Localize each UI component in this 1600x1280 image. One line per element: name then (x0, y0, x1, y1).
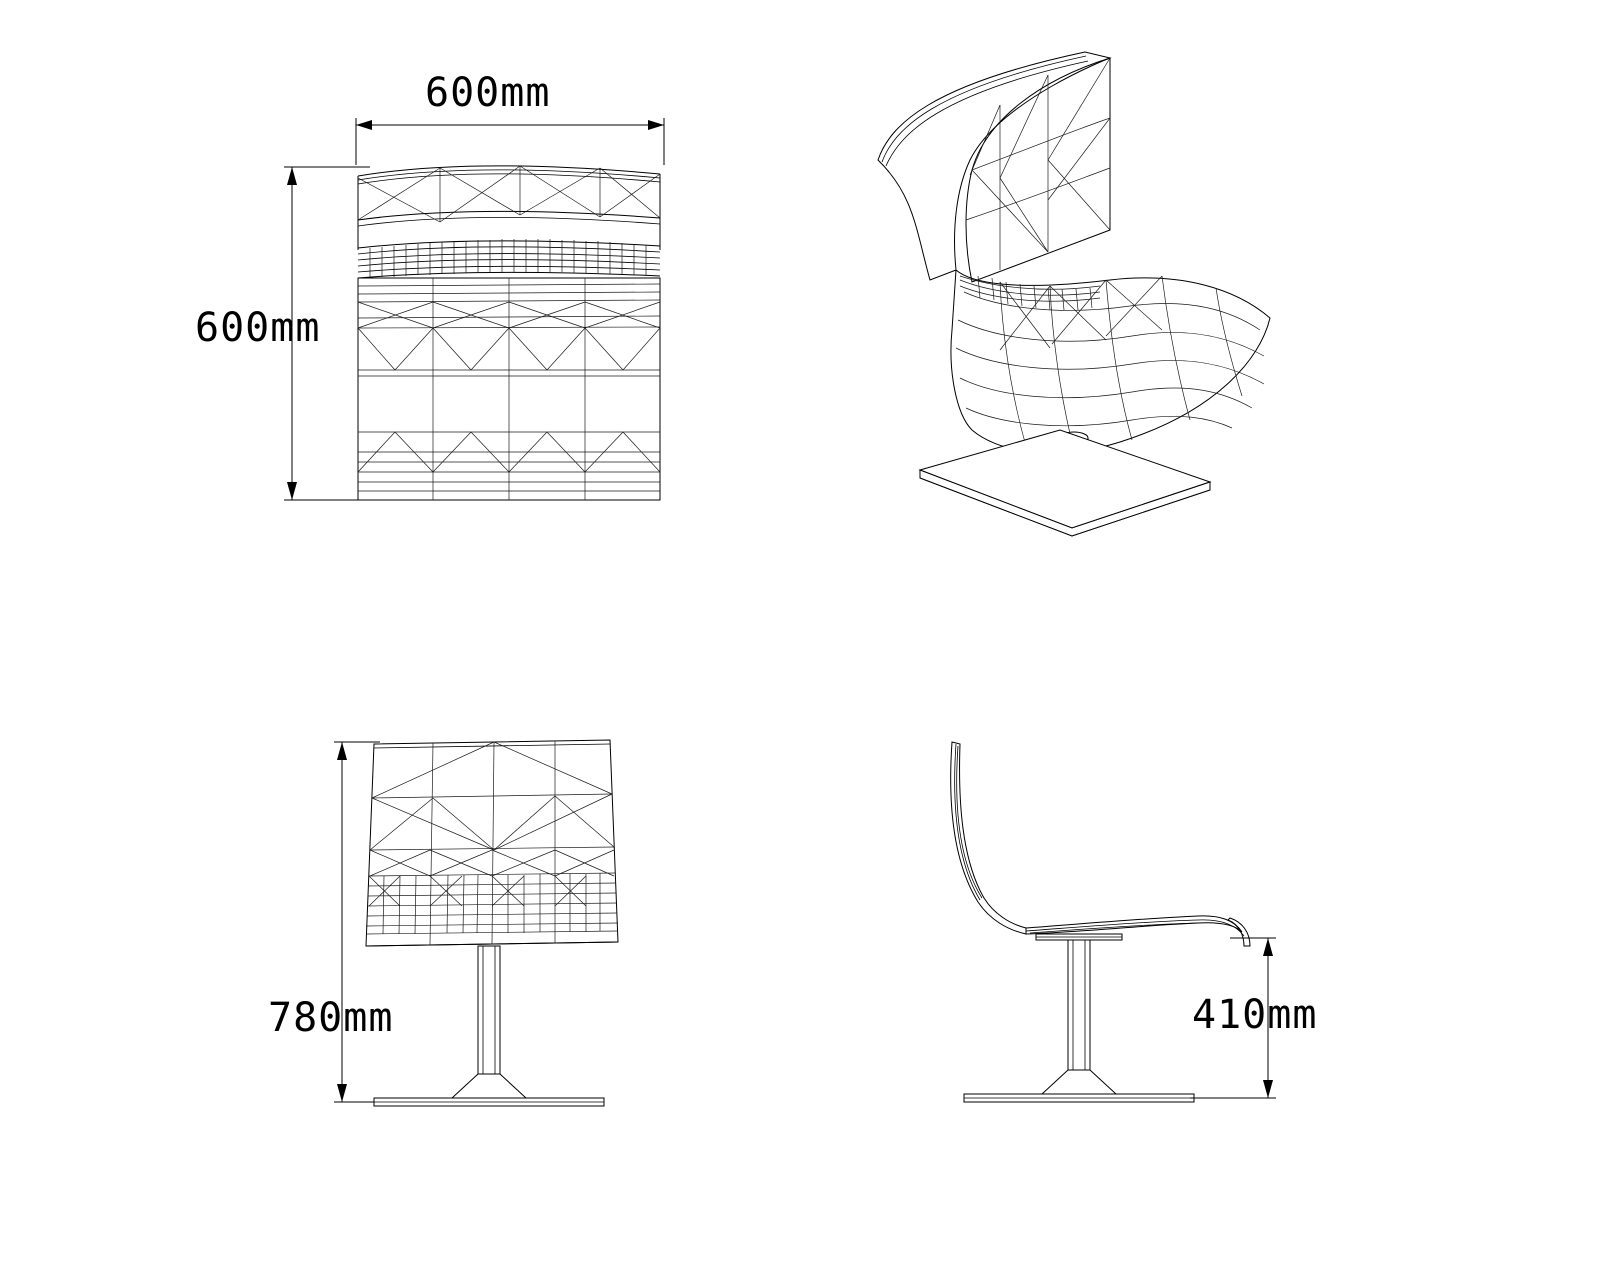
seat-front-band (358, 239, 660, 278)
side-seat-plate (1036, 934, 1122, 940)
rear-view-geometry (250, 720, 670, 1140)
side-view-geometry (930, 720, 1350, 1140)
dimension-width-600 (356, 118, 664, 165)
dimension-label-width-600: 600mm (425, 70, 551, 116)
front-view (195, 70, 710, 530)
seat-front-mesh (358, 278, 660, 500)
side-seat-profile (1026, 916, 1250, 946)
isometric-view-geometry (860, 30, 1280, 600)
rear-view (250, 720, 670, 1140)
side-view (930, 720, 1350, 1140)
side-base-plate (964, 1094, 1194, 1102)
rear-seat-panel (366, 740, 618, 946)
iso-backrest (878, 52, 1110, 282)
rear-base-plate (374, 1098, 604, 1106)
dimension-label-height-780: 780mm (268, 995, 394, 1041)
dimension-label-height-410: 410mm (1192, 992, 1318, 1038)
backrest-front (358, 166, 660, 250)
side-column (1042, 940, 1116, 1094)
side-backrest-profile (951, 742, 1026, 934)
dimension-label-height-600: 600mm (195, 305, 321, 351)
iso-base-plate (920, 430, 1210, 536)
rear-column (452, 946, 526, 1098)
isometric-view (860, 30, 1280, 600)
iso-seat-pan (951, 270, 1270, 453)
